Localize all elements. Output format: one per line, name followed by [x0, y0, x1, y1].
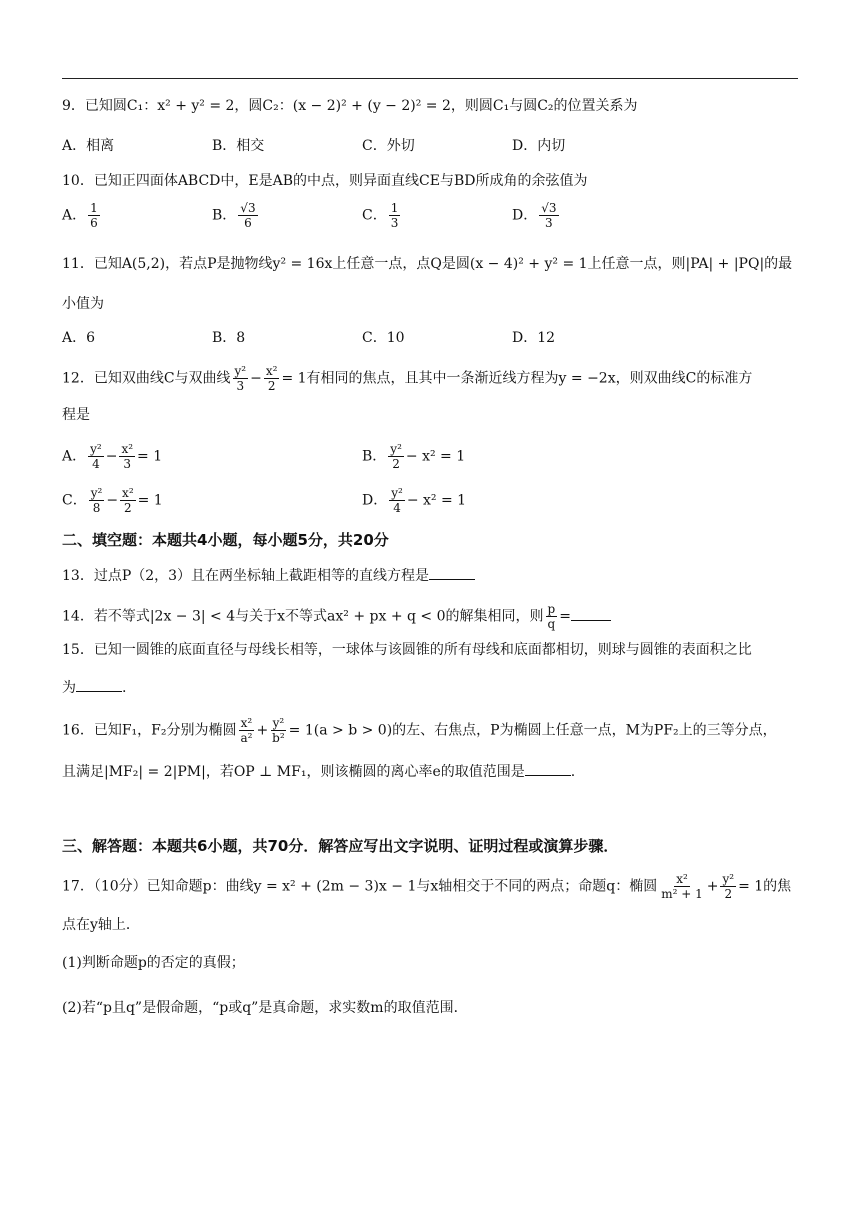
question-10-text: 10．已知正四面体ABCD中，E是AB的中点，则异面直线CE与BD所成角的余弦值为 [62, 173, 588, 189]
question-9-text: 9．已知圆C₁：x² + y² = 2，圆C₂：(x − 2)² + (y − 2)² = 2，则圆C₁与圆C₂的位置关系为 [62, 98, 638, 114]
question-17-part1: (1)判断命题p的否定的真假； [62, 955, 245, 971]
section-2-heading: 二、填空题：本题共4小题，每小题5分，共20分 [62, 531, 389, 549]
q11-option-a: A．6 [62, 330, 96, 346]
question-15-line2: 为 . [62, 680, 127, 696]
question-17-line1: 17．（10分）已知命题p：曲线y = x² + (2m − 3)x − 1与x轴相交于不同的两点；命题q：椭圆 $\frac{\text{x²}}{\text{m² + 1}}$ + $\frac{\text{y²}}{2}$ = 1的焦 [62, 872, 792, 901]
answer-blank [571, 620, 611, 621]
question-16-line2: 且满足|MF₂| = 2|PM|，若OP ⊥ MF₁，则该椭圆的离心率e的取值范围是 . [62, 764, 576, 780]
answer-blank [429, 579, 475, 580]
header-rule [62, 78, 798, 79]
question-16-line1: 16．已知F₁，F₂分别为椭圆 $\frac{\text{x²}}{\text{a²}}$ + $\frac{\text{y²}}{\text{b²}}$ = 1(a > b > 0)的左、右焦点，P为椭圆上任意一点，M为PF₂上的三等分点， [62, 716, 777, 745]
q10-option-c: C． $\frac{1}{3}$ [362, 201, 399, 230]
q9-option-b: B．相交 [212, 138, 265, 154]
q11-option-d: D．12 [512, 330, 556, 346]
q12-option-b: B． $\frac{\text{y²}}{2}$ − x² = 1 [362, 442, 466, 471]
q12-option-d: D． $\frac{\text{y²}}{4}$ − x² = 1 [362, 486, 467, 515]
question-15-line1: 15．已知一圆锥的底面直径与母线长相等，一球体与该圆锥的所有母线和底面都相切，则球与圆锥的表面积之比 [62, 642, 752, 658]
q10-option-a: A． $\frac{1}{6}$ [62, 201, 98, 230]
question-17-part2: (2)若“p且q”是假命题，“p或q”是真命题，求实数m的取值范围． [62, 1000, 468, 1016]
q11-option-c: C．10 [362, 330, 405, 346]
question-11-line2: 小值为 [62, 296, 104, 312]
q10-option-b: B． $\frac{√3}{6}$ [212, 201, 256, 230]
q9-option-c: C．外切 [362, 138, 415, 154]
q9-option-a: A．相离 [62, 138, 115, 154]
question-12-line1: 12．已知双曲线C与双曲线 $\frac{\text{y²}}{3}$ − $\frac{\text{x²}}{2}$ = 1有相同的焦点，且其中一条渐近线方程为y = −2x，则双曲线C的标准方 [62, 364, 753, 393]
question-14-text: 14．若不等式|2x − 3| < 4与关于x不等式ax² + px + q < 0的解集相同，则 $\frac{p}{q}$ = [62, 602, 611, 631]
answer-blank [525, 775, 571, 776]
answer-blank [76, 691, 122, 692]
question-12-line2: 程是 [62, 407, 90, 423]
q12-option-c: C． $\frac{\text{y²}}{8}$ − $\frac{\text{x²}}{2}$ = 1 [62, 486, 163, 515]
q10-option-d: D． $\frac{√3}{3}$ [512, 201, 557, 230]
section-3-heading: 三、解答题：本题共6小题，共70分．解答应写出文字说明、证明过程或演算步骤． [62, 837, 619, 855]
q9-option-d: D．内切 [512, 138, 566, 154]
question-11-line1: 11．已知A(5,2)，若点P是抛物线y² = 16x上任意一点，点Q是圆(x − 4)² + y² = 1上任意一点，则|PA| + |PQ|的最 [62, 256, 793, 272]
q11-option-b: B．8 [212, 330, 246, 346]
question-17-line2: 点在y轴上． [62, 917, 140, 933]
question-13-text: 13．过点P（2，3）且在两坐标轴上截距相等的直线方程是 [62, 566, 475, 586]
q12-option-a: A． $\frac{\text{y²}}{4}$ − $\frac{\text{x²}}{3}$ = 1 [62, 442, 163, 471]
